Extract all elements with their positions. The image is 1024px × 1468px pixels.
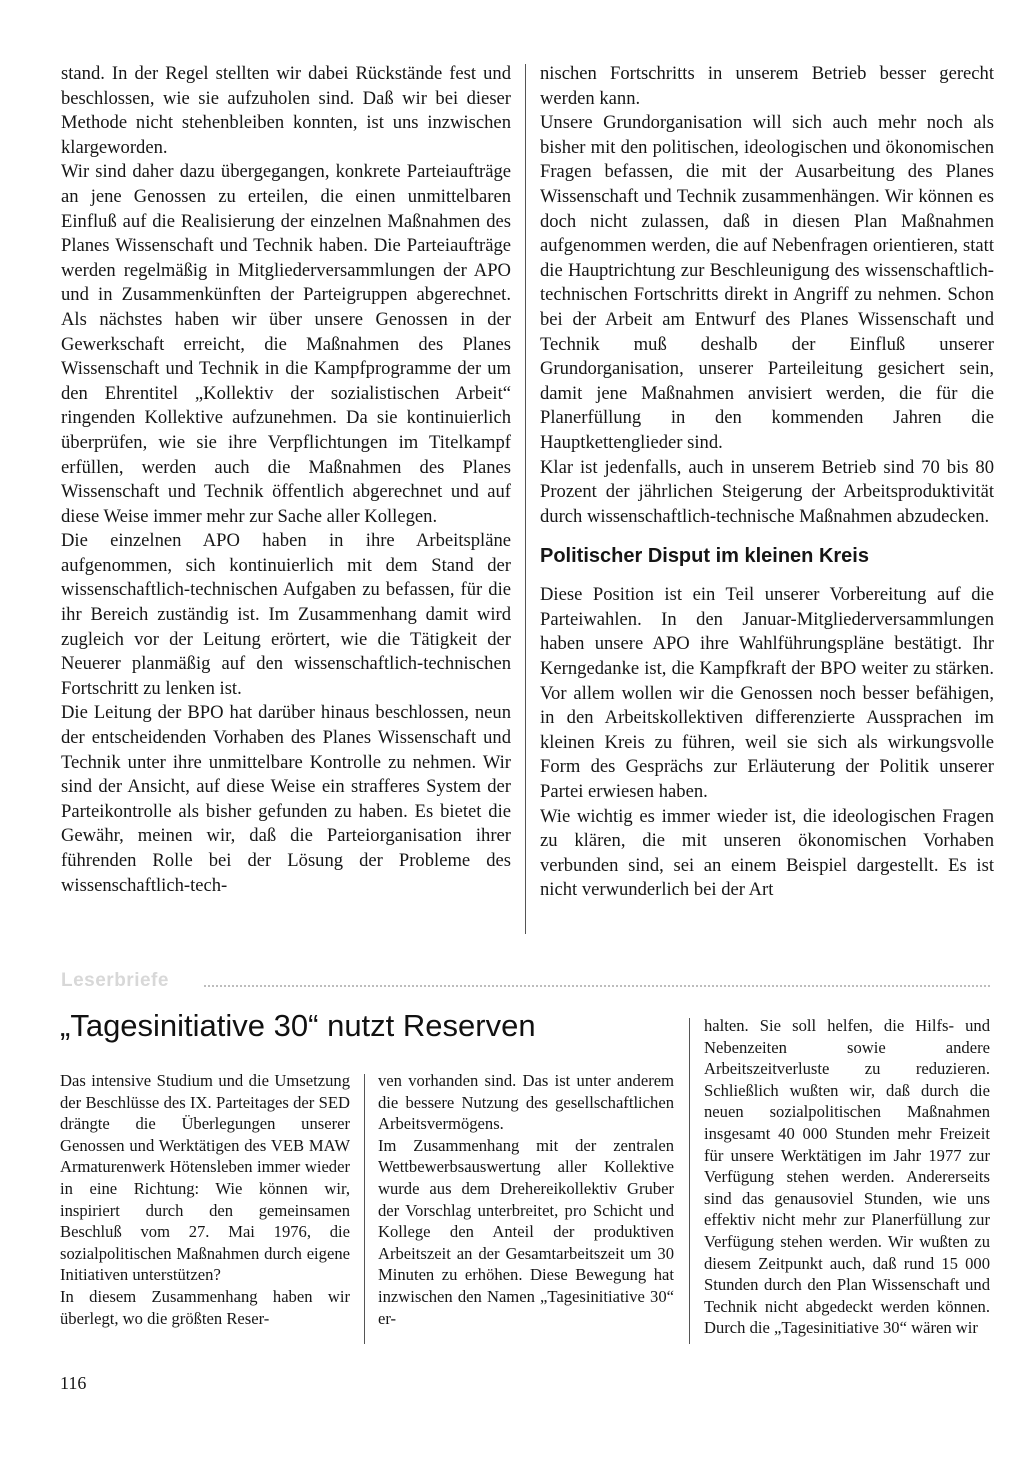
letter-column-3: [704, 1015, 990, 1339]
article-left-column: [61, 62, 511, 898]
paragraph: Die einzelnen APO haben in ihre Arbeitspläne aufgenommen, sich kontinuierlich mit dem Stand der wissenschaftlich-technischen Aufgaben zu befassen, für die ihr Bereich zuständig ist. Im Zusammenhang damit wird zugleich vor der Leitung erörtert, wie die Tätigkeit der Neuerer planmäßig auf den wissenschaftlich-technischen Fortschritt zu lenken ist.: [61, 530, 511, 699]
paragraph: Klar ist jedenfalls, auch in unserem Betrieb sind 70 bis 80 Prozent der jährlichen Steigerung der Arbeitsproduktivität durch wissenschaftlich-technische Maßnahmen abzudecken.: [540, 456, 994, 527]
letter-column-1: [60, 1070, 350, 1329]
section-label: Leserbriefe: [61, 970, 169, 991]
column-divider: [525, 64, 526, 934]
paragraph: Diese Position ist ein Teil unserer Vorbereitung auf die Parteiwahlen. In den Januar-Mitgliederversammlungen haben unsere APO ihre Wahlführungspläne bestätigt. Ihr Kerngedanke ist, die Kampfkraft der BPO weiter zu stärken. Vor allem wollen wir die Genossen noch besser befähigen, in den Arbeitskollektiven differenzierte Aussprachen im kleinen Kreis zu führen, weil sie sich als wirkungsvolle Form des Gesprächs zur Erläuterung der Politik unserer Partei erwiesen haben.: [540, 584, 994, 803]
section-divider: [204, 985, 990, 987]
paragraph: Die Leitung der BPO hat darüber hinaus beschlossen, neun der entscheidenden Vorhaben des Planes Wissenschaft und Technik unter ihre unmittelbare Kontrolle zu nehmen. Wir sind der Ansicht, auf diese Weise ein strafferes System der Parteikontrolle als bisher gefunden zu haben. Es bietet die Gewähr, meinen wir, daß die Parteiorganisation ihrer führenden Rolle bei der Lösung der Probleme des wissenschaftlich-tech-: [61, 702, 511, 896]
paragraph: stand. In der Regel stellten wir dabei Rückstände fest und beschlossen, wie sie aufzuholen sind. Daß wir bei dieser Methode nicht stehenbleiben konnten, ist uns inzwischen klargeworden.: [61, 63, 511, 158]
paragraph: Wir sind daher dazu übergegangen, konkrete Parteiaufträge an jene Genossen zu erteilen, die einen unmittelbaren Einfluß auf die Realisierung der einzelnen Maßnahmen des Planes Wissenschaft und Technik haben. Die Parteiaufträge werden regelmäßig in Mitgliederversammlungen der APO und in Zusammenkünften der Parteigruppen abgerechnet. Als nächstes haben wir über unsere Genossen in der Gewerkschaft erreicht, die Maßnahmen des Planes Wissenschaft und Technik in die Kampfprogramme der um den Ehrentitel „Kollektiv der sozialistischen Arbeit“ ringenden Kollektive aufzunehmen. Da sie kontinuierlich überprüfen, wie sie ihre Verpflichtungen im Titelkampf erfüllen, werden auch die Maßnahmen des Planes Wissenschaft und Technik öffentlich abgerechnet und auf diese Weise immer mehr zur Sache aller Kollegen.: [61, 161, 511, 527]
paragraph: Das intensive Studium und die Umsetzung der Beschlüsse des IX. Parteitages der SED drängte die Überlegungen unserer Genossen und Werktätigen des VEB MAW Armaturenwerk Hötensleben immer wieder in eine Richtung: Wie können wir, inspiriert durch den gemeinsamen Beschluß vom 27. Mai 1976, die sozialpolitischen Maßnahmen durch eigene Initiativen unterstützen?: [60, 1071, 350, 1285]
paragraph: ven vorhanden sind. Das ist unter anderem die bessere Nutzung des gesellschaftlichen Arbeitsvermögens.: [378, 1071, 674, 1134]
article-right-column: [540, 62, 994, 903]
section-subheading: Politischer Disput im kleinen Kreis: [540, 545, 869, 568]
column-divider: [364, 1074, 365, 1344]
paragraph: Wie wichtig es immer wieder ist, die ideologischen Fragen zu klären, die mit unseren ökonomischen Vorhaben verbunden sind, sei an einem Beispiel dargestellt. Es ist nicht verwunderlich bei der Art: [540, 805, 994, 901]
column-divider: [689, 1018, 690, 1344]
letter-column-2: [378, 1070, 674, 1329]
page-number: 116: [60, 1373, 87, 1393]
paragraph: Unsere Grundorganisation will sich auch mehr noch als bisher mit den politischen, ideologischen und ökonomischen Fragen befassen, die mit der Ausarbeitung des Planes Wissenschaft und Technik zusammenhängen. Wir können es doch nicht zulassen, daß in diesen Plan Maßnahmen aufgenommen werden, die auf Nebenfragen orientieren, statt die Hauptrichtung zur Beschleunigung des wissenschaftlich-technischen Fortschritts direkt in Angriff zu nehmen. Schon bei der Arbeit am Entwurf des Planes Wissenschaft und Technik muß deshalb der Einfluß unserer Grundorganisation, unserer Parteileitung gesichert sein, damit jene Maßnahmen anvisiert werden, die für die Planerfüllung in den kommenden Jahren die Hauptkettenglieder sind.: [540, 112, 994, 453]
paragraph: In diesem Zusammenhang haben wir überlegt, wo die größten Reser-: [60, 1286, 350, 1328]
letter-headline: „Tagesinitiative 30“ nutzt Reserven: [60, 1008, 536, 1043]
paragraph: Im Zusammenhang mit der zentralen Wettbewerbsauswertung aller Kollektive wurde aus dem Drehereikollektiv Gruber der Vorschlag unterbreitet, pro Schicht und Kollege den Anteil der produktiven Arbeitszeit an der Gesamtarbeitszeit um 30 Minuten zu erhöhen. Diese Bewegung hat inzwischen den Namen „Tagesinitiative 30“ er-: [378, 1135, 674, 1328]
paragraph: halten. Sie soll helfen, die Hilfs- und Nebenzeiten sowie andere Arbeitszeitverluste zu reduzieren. Schließlich wußten wir, daß durch die neuen sozialpolitischen Maßnahmen insgesamt 40 000 Stunden mehr Freizeit für unsere Werktätigen im Jahr 1977 zur Verfügung stehen werden. Andererseits sind das genausoviel Stunden, wie uns effektiv nicht mehr zur Planerfüllung zur Verfügung stehen werden. Wir wußten zu diesem Zeitpunkt auch, daß rund 15 000 Stunden durch den Plan Wissenschaft und Technik nicht abgedeckt werden können. Durch die „Tagesinitiative 30“ wären wir: [704, 1016, 990, 1338]
paragraph: nischen Fortschritts in unserem Betrieb besser gerecht werden kann.: [540, 63, 994, 109]
